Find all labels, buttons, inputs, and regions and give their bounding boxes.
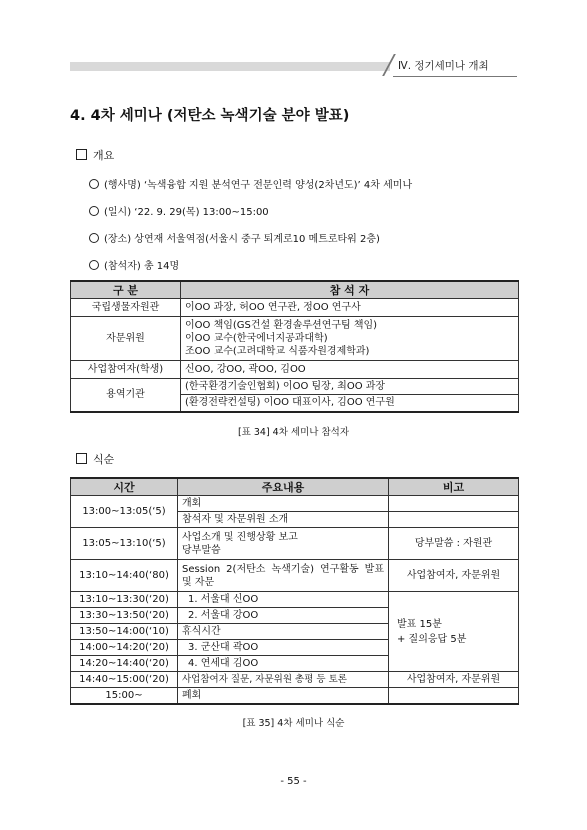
category-cell: 국립생물자원관	[71, 299, 181, 317]
table-row	[71, 528, 519, 560]
content-cell: 2. 서울대 강OO	[178, 608, 389, 624]
note-cell: 사업참여자, 자문위원	[389, 560, 519, 592]
people-cell: (환경전략컨설팅) 이OO 대표이사, 김OO 연구원	[181, 395, 519, 412]
circle-bullet-icon	[89, 179, 99, 189]
time-cell: 13:00~13:05(‘5)	[71, 496, 178, 528]
column-header: 구 분	[71, 281, 181, 299]
time-cell: 14:40~15:00(‘20)	[71, 672, 178, 688]
overview-item: (일시) ‘22. 9. 29(목) 13:00~15:00	[89, 203, 269, 218]
table-row	[71, 672, 519, 688]
overview-item: (장소) 상연재 서울역점(서울시 중구 퇴계로10 메트로타워 2층)	[89, 230, 380, 245]
circle-bullet-icon	[89, 233, 99, 243]
header-underline	[393, 76, 517, 77]
note-cell	[389, 496, 519, 512]
square-bullet-icon	[76, 149, 87, 160]
header-bar	[70, 62, 390, 71]
section-title: 4. 4차 세미나 (저탄소 녹색기술 분야 발표)	[70, 108, 350, 124]
content-cell: 3. 군산대 곽OO	[178, 640, 389, 656]
category-cell: 사업참여자(학생)	[71, 361, 181, 379]
table-row	[71, 560, 519, 592]
note-cell: 사업참여자, 자문위원	[389, 672, 519, 688]
content-cell: 휴식시간	[178, 624, 389, 640]
category-cell: 용역기관	[71, 379, 181, 412]
category-cell: 자문위원	[71, 317, 181, 361]
content-cell: 사업참여자 질문, 자문위원 총평 등 토론	[178, 672, 389, 688]
time-cell: 15:00~	[71, 688, 178, 704]
table-row	[71, 379, 519, 395]
table-row	[71, 496, 519, 512]
chapter-title: Ⅳ. 정기세미나 개최	[398, 60, 489, 72]
time-cell: 13:10~14:40(‘80)	[71, 560, 178, 592]
note-cell	[389, 688, 519, 704]
program-table	[70, 477, 519, 705]
table-row	[71, 317, 519, 361]
content-cell: 폐회	[178, 688, 389, 704]
people-cell: 신OO, 강OO, 곽OO, 김OO	[181, 361, 519, 379]
content-cell: 참석자 및 자문위원 소개	[178, 512, 389, 528]
content-cell: 사업소개 및 진행상황 보고 당부말씀	[178, 528, 389, 560]
people-cell: (한국환경기술인협회) 이OO 팀장, 최OO 과장	[181, 379, 519, 395]
circle-bullet-icon	[89, 260, 99, 270]
time-cell: 13:05~13:10(‘5)	[71, 528, 178, 560]
people-cell: 이OO 책임(GS건설 환경솔루션연구팀 책임) 이OO 교수(한국에너지공과대학) 조OO 교수(고려대학교 식품자원경제학과)	[181, 317, 519, 361]
time-cell: 13:30~13:50(‘20)	[71, 608, 178, 624]
table-header-row	[71, 478, 519, 496]
people-cell: 이OO 과장, 허OO 연구관, 정OO 연구사	[181, 299, 519, 317]
time-cell: 14:20~14:40(‘20)	[71, 656, 178, 672]
table-caption: [표 34] 4차 세미나 참석자	[237, 427, 350, 438]
time-cell: 13:50~14:00(‘10)	[71, 624, 178, 640]
attendees-table	[70, 280, 519, 413]
overview-heading: 개요	[76, 147, 114, 163]
table-row	[71, 361, 519, 379]
note-cell: 당부말씀 : 자원관	[389, 528, 519, 560]
table-header-row	[71, 281, 519, 299]
content-cell: 4. 연세대 김OO	[178, 656, 389, 672]
table-row	[71, 592, 519, 608]
overview-item: (참석자) 총 14명	[89, 257, 179, 272]
square-bullet-icon	[76, 453, 87, 464]
time-cell: 13:10~13:30(‘20)	[71, 592, 178, 608]
column-header: 비고	[389, 478, 519, 496]
column-header: 참 석 자	[181, 281, 519, 299]
page-number: - 55 -	[280, 776, 307, 787]
table-row	[71, 688, 519, 704]
table-caption: [표 35] 4차 세미나 식순	[242, 718, 345, 729]
content-cell: 1. 서울대 신OO	[178, 592, 389, 608]
time-cell: 14:00~14:20(‘20)	[71, 640, 178, 656]
column-header: 주요내용	[178, 478, 389, 496]
program-heading: 식순	[76, 451, 114, 467]
circle-bullet-icon	[89, 206, 99, 216]
note-cell: 발표 15분 + 질의응답 5분	[389, 592, 519, 672]
note-cell	[389, 512, 519, 528]
content-cell: Session 2(저탄소 녹색기술) 연구활동 발표 및 자문	[178, 560, 389, 592]
content-cell: 개회	[178, 496, 389, 512]
overview-item: (행사명) ‘녹색융합 지원 분석연구 전문인력 양성(2차년도)’ 4차 세미나	[89, 176, 412, 191]
table-row	[71, 299, 519, 317]
column-header: 시간	[71, 478, 178, 496]
